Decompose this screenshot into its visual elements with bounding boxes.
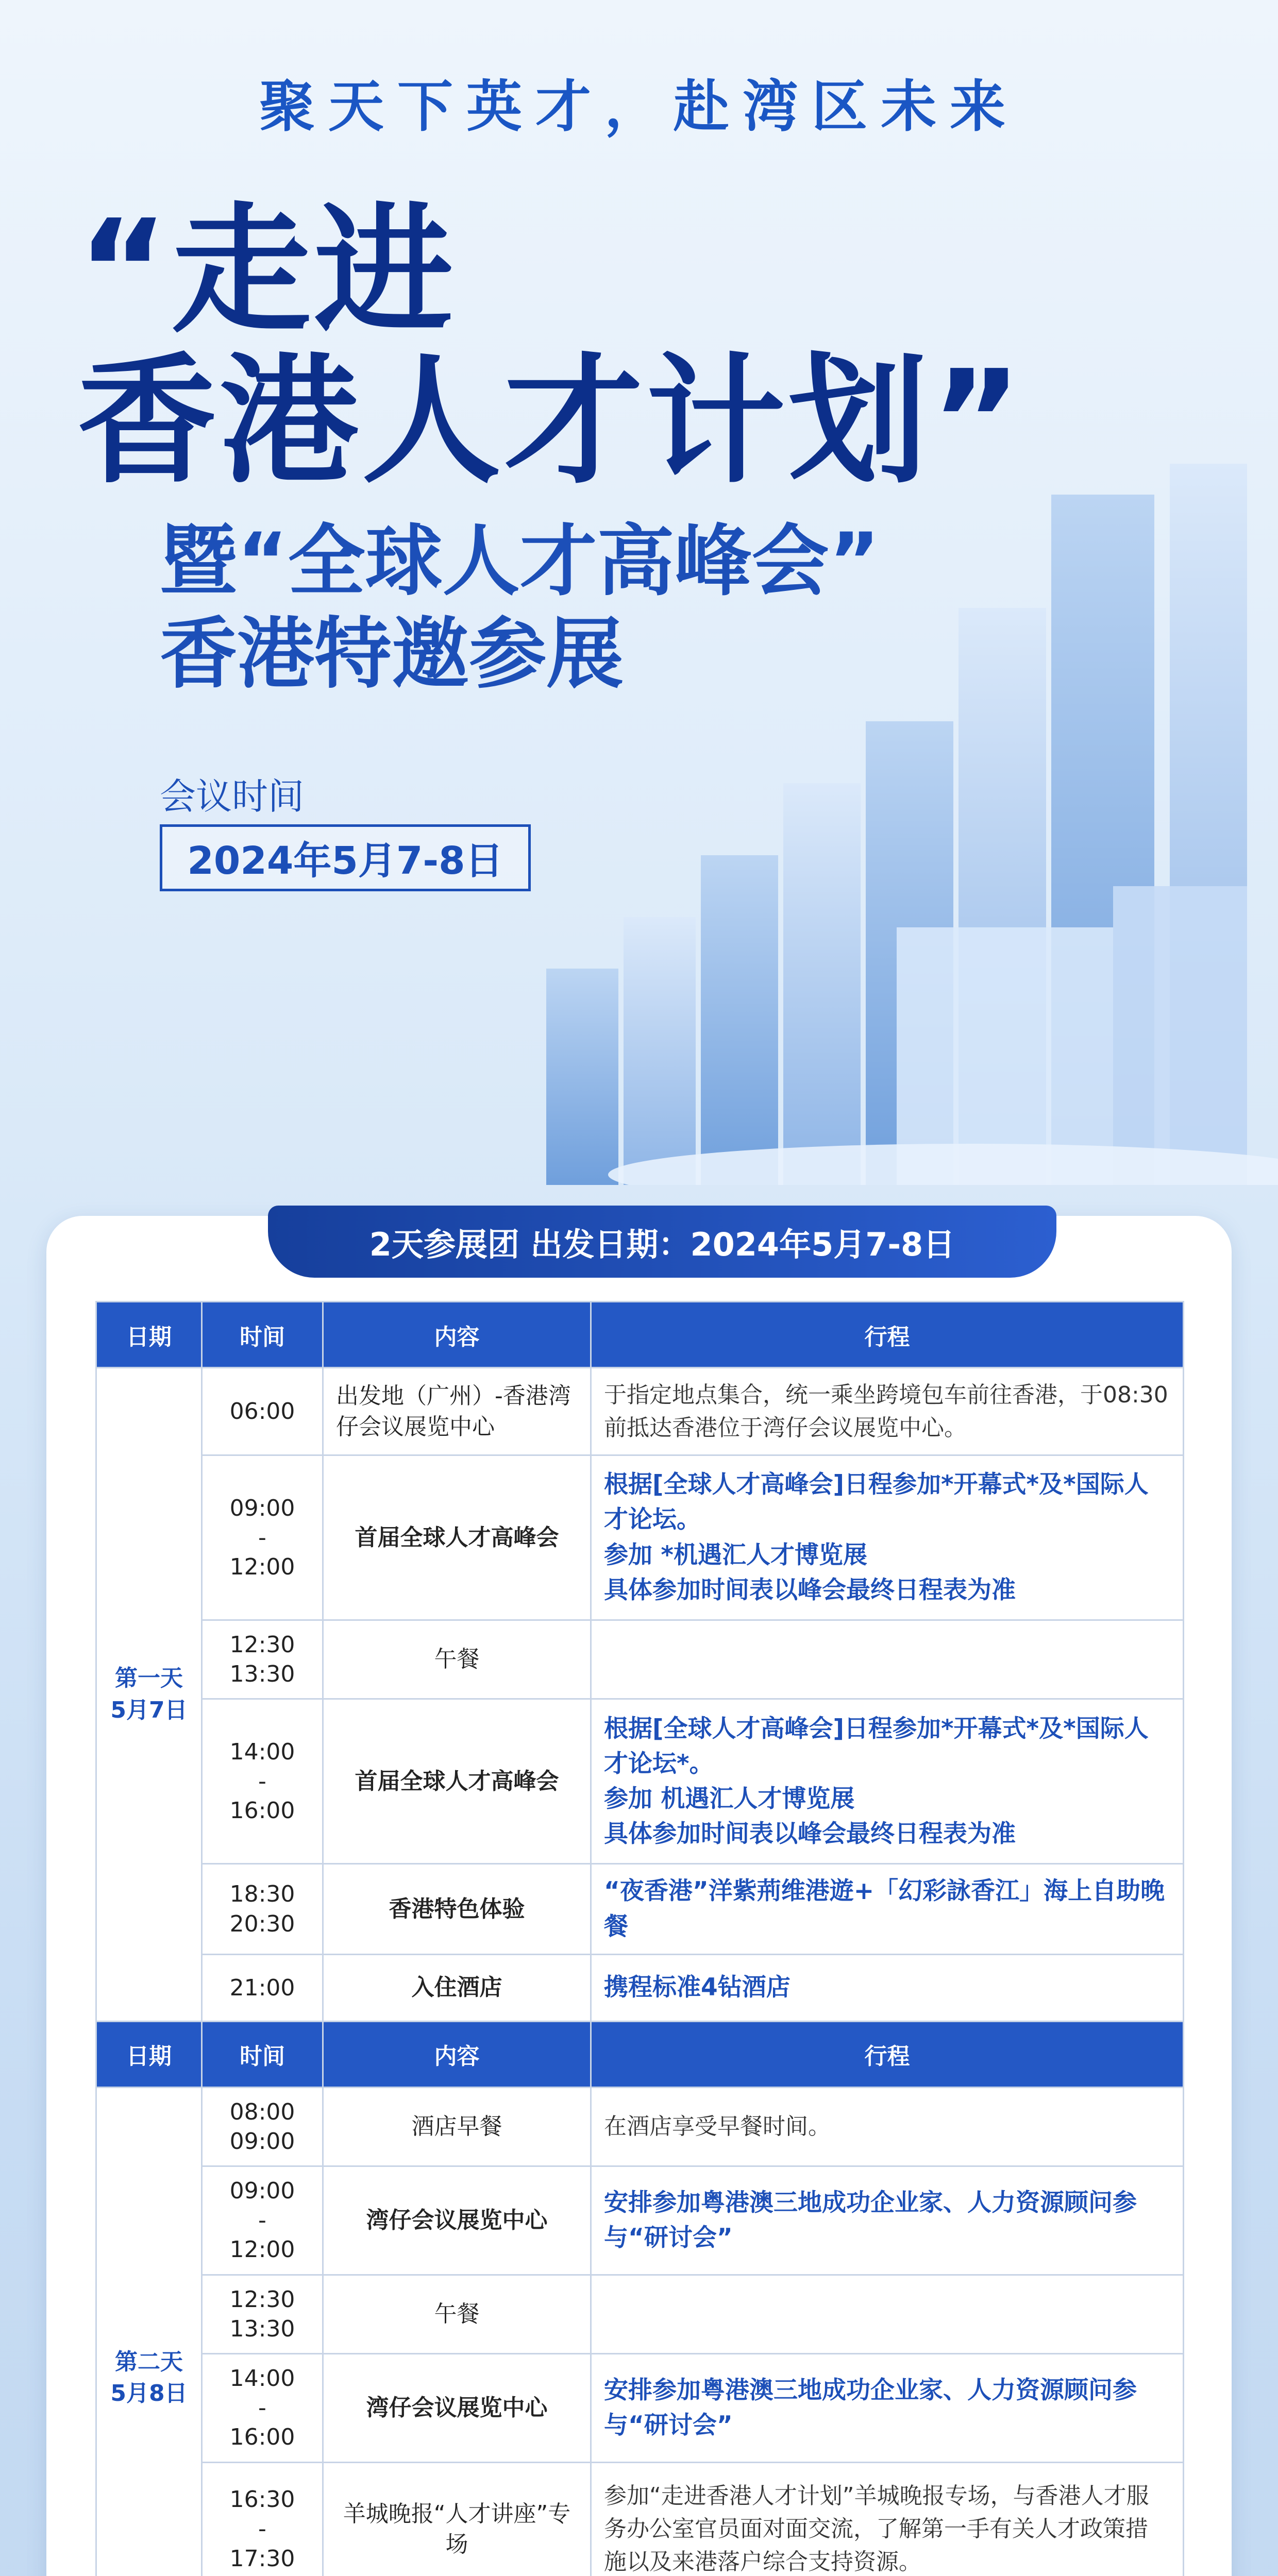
column-header-itinerary: 行程 — [591, 2021, 1184, 2087]
itinerary-line: 根据[全球人才高峰会]日程参加*开幕式*及*国际人才论坛*。 — [604, 1714, 1149, 1778]
itinerary-line: 根据[全球人才高峰会]日程参加*开幕式*及*国际人才论坛。 — [604, 1470, 1149, 1534]
schedule-row — [96, 2275, 1184, 2353]
itinerary-line: “夜香港”洋紫荊维港遊+「幻彩詠香江」海上自助晚餐 — [604, 1877, 1165, 1941]
time-cell: 14:00 - 16:00 — [202, 1699, 323, 1864]
itinerary-cell — [591, 2462, 1184, 2576]
schedule-row — [96, 2353, 1184, 2462]
schedule-row — [96, 1864, 1184, 1954]
subtitle-line2: 香港特邀参展 — [160, 609, 624, 699]
day-label — [96, 2087, 202, 2576]
day-label-line1: 第一天 — [115, 1665, 183, 1692]
time-cell: 06:00 — [202, 1368, 323, 1455]
content-cell: 酒店早餐 — [323, 2087, 591, 2166]
column-header-day: 日期 — [96, 2021, 202, 2087]
itinerary-cell — [591, 2166, 1184, 2275]
itinerary-line: 具体参加时间表以峰会最终日程表为准 — [604, 1575, 1016, 1604]
slogan: 聚天下英才，赴湾区未来 — [259, 75, 1019, 139]
main-title — [77, 190, 1211, 502]
content-cell: 午餐 — [323, 1620, 591, 1699]
time-cell: 08:00 09:00 — [202, 2087, 323, 2166]
schedule-card — [46, 1216, 1232, 2576]
itinerary-line: 携程标准4钻酒店 — [604, 1973, 791, 2002]
column-header-time: 时间 — [202, 2021, 323, 2087]
hero-section — [0, 0, 1278, 1236]
schedule-row — [96, 1699, 1184, 1864]
time-cell: 09:00 - 12:00 — [202, 1455, 323, 1620]
schedule-row — [96, 1368, 1184, 1455]
table-header-row — [96, 1302, 1184, 1368]
content-cell: 首届全球人才高峰会 — [323, 1699, 591, 1864]
schedule-table — [95, 1301, 1184, 2576]
itinerary-line: 安排参加粤港澳三地成功企业家、人力资源顾问参与“研讨会” — [604, 2188, 1137, 2252]
itinerary-line: 参加 机遇汇人才博览展 — [604, 1784, 855, 1813]
itinerary-cell — [591, 1864, 1184, 1954]
column-header-content: 内容 — [323, 1302, 591, 1368]
schedule-row — [96, 2166, 1184, 2275]
schedule-row — [96, 1455, 1184, 1620]
itinerary-cell — [591, 2087, 1184, 2166]
itinerary-line: 在酒店享受早餐时间。 — [604, 2113, 831, 2140]
itinerary-cell — [591, 2275, 1184, 2353]
day-label-line2: 5月8日 — [110, 2380, 188, 2407]
time-cell: 14:00 - 16:00 — [202, 2353, 323, 2462]
schedule-banner: 2天参展团 出发日期：2024年5月7-8日 — [268, 1206, 1056, 1278]
subtitle — [160, 515, 1139, 701]
main-title-line2: 香港人才计划” — [77, 340, 1025, 502]
content-cell: 香港特色体验 — [323, 1864, 591, 1954]
time-cell: 21:00 — [202, 1954, 323, 2021]
itinerary-cell — [591, 2353, 1184, 2462]
column-header-time: 时间 — [202, 1302, 323, 1368]
itinerary-line: 参加“走进香港人才计划”羊城晚报专场，与香港人才服务办公室官员面对面交流，了解第一手有关人才政策措施以及来港落户综合支持资源。 — [604, 2483, 1149, 2575]
itinerary-line: 于指定地点集合，统一乘坐跨境包车前往香港，于08:30前抵达香港位于湾仔会议展览中心。 — [604, 1381, 1168, 1441]
day-label-line2: 5月7日 — [110, 1697, 188, 1723]
content-cell: 首届全球人才高峰会 — [323, 1455, 591, 1620]
itinerary-cell — [591, 1368, 1184, 1455]
content-cell: 湾仔会议展览中心 — [323, 2166, 591, 2275]
column-header-content: 内容 — [323, 2021, 591, 2087]
content-cell: 午餐 — [323, 2275, 591, 2353]
time-cell: 18:30 20:30 — [202, 1864, 323, 1954]
content-cell: 出发地（广州）-香港湾仔会议展览中心 — [323, 1368, 591, 1455]
content-cell: 入住酒店 — [323, 1954, 591, 2021]
itinerary-line: 具体参加时间表以峰会最终日程表为准 — [604, 1820, 1016, 1849]
itinerary-cell — [591, 1455, 1184, 1620]
day-label — [96, 1368, 202, 2022]
meeting-label: 会议时间 — [160, 775, 304, 818]
itinerary-cell — [591, 1620, 1184, 1699]
schedule-row — [96, 2087, 1184, 2166]
schedule-row — [96, 1620, 1184, 1699]
time-cell: 16:30 - 17:30 — [202, 2462, 323, 2576]
subtitle-line1: 暨“全球人才高峰会” — [160, 517, 880, 606]
content-cell: 湾仔会议展览中心 — [323, 2353, 591, 2462]
meeting-date-box: 2024年5月7-8日 — [160, 824, 531, 891]
itinerary-line: 安排参加粤港澳三地成功企业家、人力资源顾问参与“研讨会” — [604, 2376, 1137, 2439]
column-header-day: 日期 — [96, 1302, 202, 1368]
schedule-row — [96, 1954, 1184, 2021]
itinerary-cell — [591, 1954, 1184, 2021]
content-cell: 羊城晚报“人才讲座”专场 — [323, 2462, 591, 2576]
day-label-line1: 第二天 — [115, 2348, 183, 2375]
time-cell: 12:30 13:30 — [202, 1620, 323, 1699]
schedule-row — [96, 2462, 1184, 2576]
column-header-itinerary: 行程 — [591, 1302, 1184, 1368]
time-cell: 12:30 13:30 — [202, 2275, 323, 2353]
main-title-line1: “走进 — [77, 190, 457, 352]
table-header-row — [96, 2021, 1184, 2087]
itinerary-line: 参加 *机遇汇人才博览展 — [604, 1540, 867, 1569]
itinerary-cell — [591, 1699, 1184, 1864]
time-cell: 09:00 - 12:00 — [202, 2166, 323, 2275]
